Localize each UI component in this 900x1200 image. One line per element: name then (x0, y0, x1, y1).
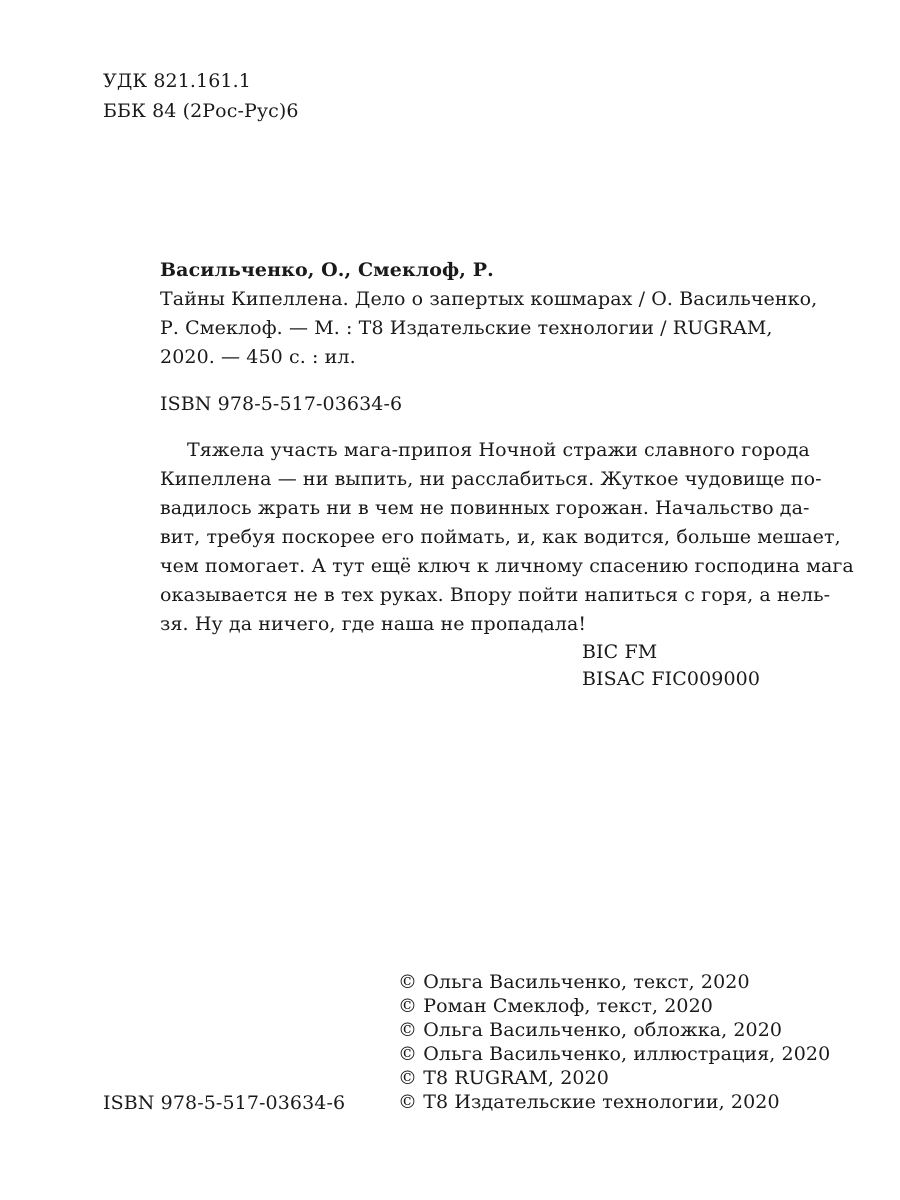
isbn-record: ISBN 978-5-517-03634-6 (160, 393, 403, 415)
bibliography-line: Тайны Кипеллена. Дело о запертых кошмарах / О. Васильченко, (160, 288, 818, 310)
copyright-line: © Ольга Васильченко, обложка, 2020 (398, 1019, 783, 1041)
copyright-line: © Ольга Васильченко, иллюстрация, 2020 (398, 1043, 831, 1065)
annotation-line: оказывается не в тех руках. Впору пойти напиться с горя, а нель- (160, 584, 831, 606)
annotation-line: вит, требуя поскорее его поймать, и, как водится, больше мешает, (160, 526, 841, 548)
footer-isbn: ISBN 978-5-517-03634-6 (103, 1092, 346, 1114)
bibliography-line: 2020. — 450 с. : ил. (160, 346, 356, 368)
copyright-line: © Ольга Васильченко, текст, 2020 (398, 971, 750, 993)
bic-code: BIC FM (582, 641, 658, 663)
annotation-line: зя. Ну да ничего, где наша не пропадала! (160, 613, 587, 635)
copyright-line: © T8 RUGRAM, 2020 (398, 1067, 609, 1089)
udk-code: УДК 821.161.1 (103, 70, 251, 92)
copyright-line: © Т8 Издательские технологии, 2020 (398, 1091, 780, 1113)
bibliography-line: Р. Смеклоф. — М. : Т8 Издательские технологии / RUGRAM, (160, 317, 773, 339)
copyright-line: © Роман Смеклоф, текст, 2020 (398, 995, 713, 1017)
annotation-line: чем помогает. А тут ещё ключ к личному спасению господина мага (160, 555, 854, 577)
bbk-code: ББК 84 (2Рос-Рус)6 (103, 100, 299, 122)
annotation-line: Кипеллена — ни выпить, ни расслабиться. Жуткое чудовище по- (160, 468, 822, 490)
bisac-code: BISAC FIC009000 (582, 668, 761, 690)
authors-heading: Васильченко, О., Смеклоф, Р. (160, 259, 494, 281)
annotation-line: вадилось жрать ни в чем не повинных горожан. Начальство да- (160, 497, 810, 519)
annotation-line: Тяжела участь мага-припоя Ночной стражи славного города (187, 439, 810, 461)
